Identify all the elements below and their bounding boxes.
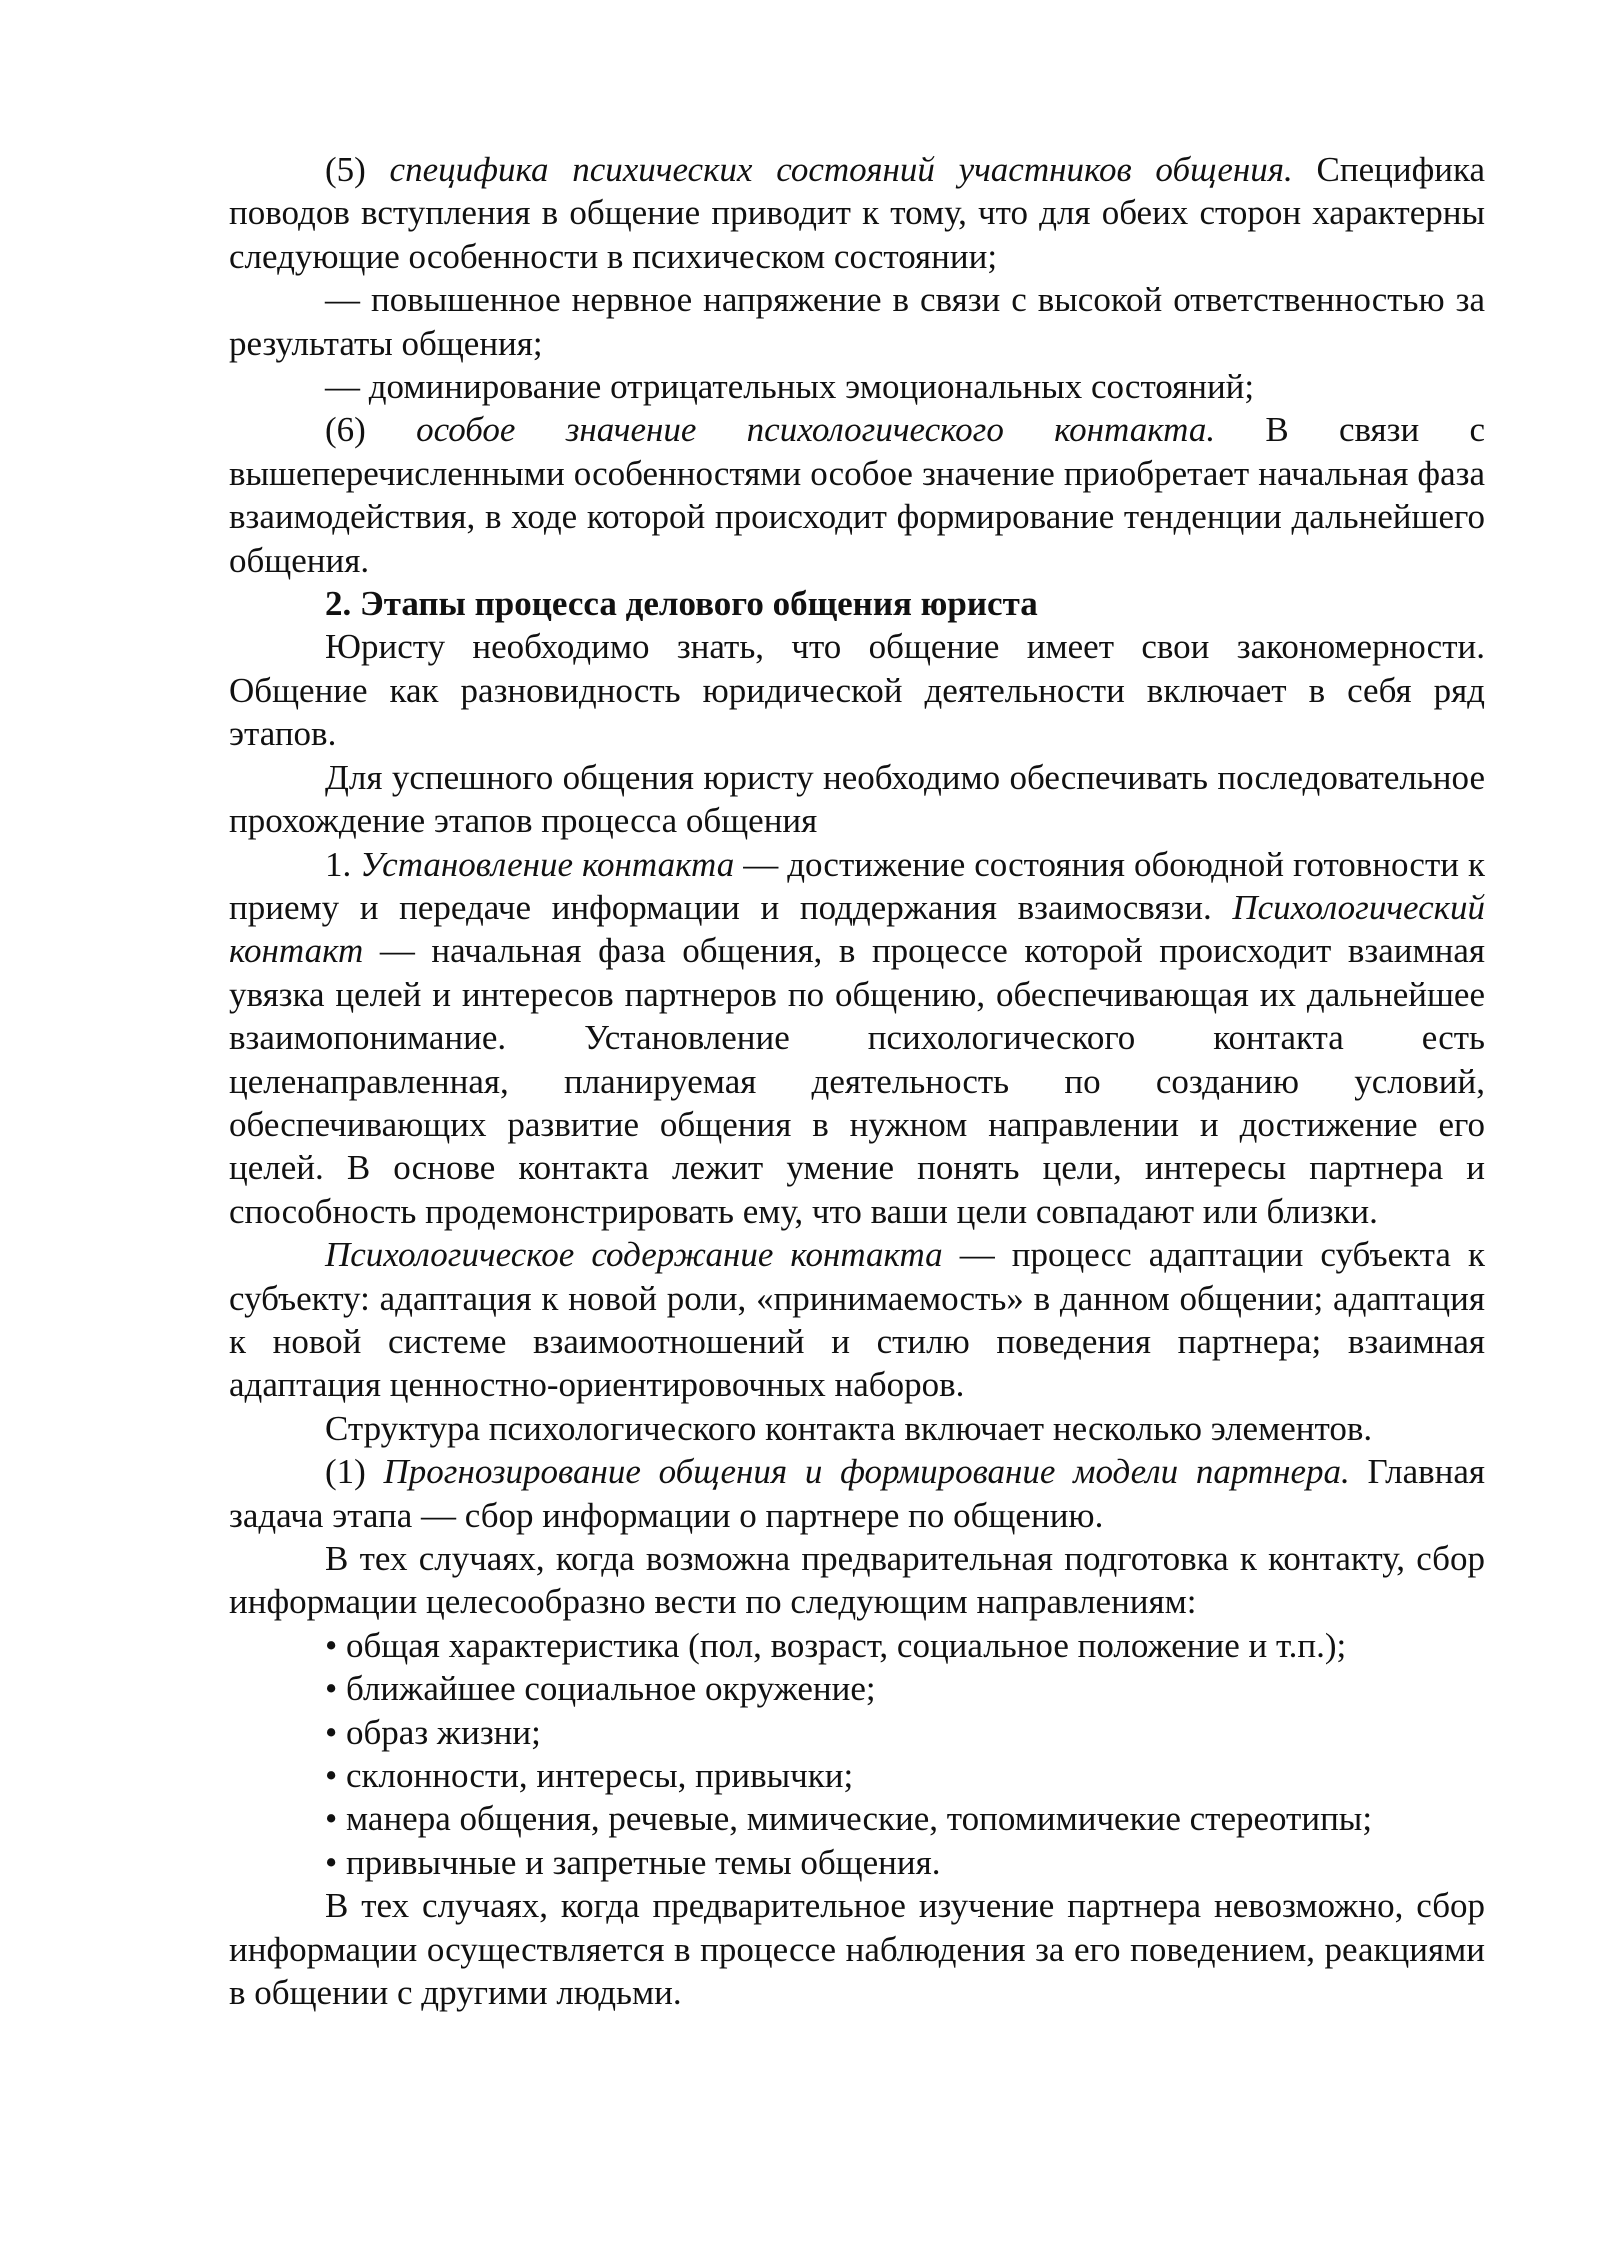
paragraph-text: Главная задача этапа — сбор информации о партнере по общению. xyxy=(229,1452,1485,1535)
emphasis-term: Психологическое содержание контакта xyxy=(325,1235,943,1275)
emphasis-term: особое значение психологического контакта. xyxy=(416,410,1216,450)
item-number: 1. xyxy=(325,844,361,884)
bullet-item: • общая характеристика (пол, возраст, социальное положение и т.п.); xyxy=(325,1625,1347,1665)
emphasis-term: специфика психических состояний участников общения. xyxy=(389,150,1293,189)
dash-item-negative-emotions: — доминирование отрицательных эмоциональных состояний; xyxy=(325,367,1255,407)
paragraph-preparation: В тех случаях, когда возможна предварительная подготовка к контакту, сбор информации целесообразно вести по следующим направлениям: xyxy=(229,1539,1485,1622)
paragraph-regularities: Юристу необходимо знать, что общение имеет свои закономерности. Общение как разновидность юридической деятельности включает в себя ряд этапов. xyxy=(229,627,1485,754)
emphasis-term: Психологический контакт xyxy=(229,887,1485,971)
emphasis-term: Установление контакта xyxy=(360,844,735,884)
paragraph-text: Специфика поводов вступления в общение приводит к тому, что для обеих сторон характерны следующие особенности в психическом состоянии; xyxy=(229,150,1485,276)
paragraph-text: — начальная фаза общения, в процессе которой происходит взаимная увязка целей и интересов партнеров по общению, обеспечивающая их дальнейшее взаимопонимание. Установление психологического контакта есть целенаправленная, планируемая деятельность по созданию условий, обеспечивающих развитие общения в нужном направлении и достижение его целей. В основе контакта лежит умение понять цели, интересы партнера и способность продемонстрировать ему, что ваши цели совпадают или близки. xyxy=(229,931,1485,1231)
document-page xyxy=(229,148,1485,2014)
bullet-item: • привычные и запретные темы общения. xyxy=(325,1842,941,1882)
paragraph-contact-content xyxy=(229,1233,1485,1407)
paragraph-forecasting xyxy=(229,1450,1485,1537)
bullet-item: • манера общения, речевые, мимические, топомимичекие стереотипы; xyxy=(325,1799,1373,1839)
section-heading: 2. Этапы процесса делового общения юриста xyxy=(325,584,1038,624)
paragraph-contact-structure: Структура психологического контакта включает несколько элементов. xyxy=(325,1408,1373,1448)
item-number: (6) xyxy=(325,410,417,450)
paragraph-successful-communication: Для успешного общения юристу необходимо обеспечивать последовательное прохождение этапов процесса общения xyxy=(229,757,1485,841)
emphasis-term: Прогнозирование общения и формирование модели партнера. xyxy=(383,1452,1350,1492)
dash-item-tension: — повышенное нервное напряжение в связи с высокой ответственностью за результаты общения; xyxy=(229,280,1485,363)
item-number: (1) xyxy=(325,1452,384,1492)
paragraph-establishing-contact xyxy=(229,843,1485,1234)
paragraph-text: — процесс адаптации субъекта к субъекту: адаптация к новой роли, «принимаемость» в данном общении; адаптация к новой системе взаимоотношений и стилю поведения партнера; взаимная адаптация ценностно-ориентировочных наборов. xyxy=(229,1235,1485,1405)
paragraph-text: В связи с вышеперечисленными особенностями особое значение приобретает начальная фаза взаимодействия, в ходе которой происходит формирование тенденции дальнейшего общения. xyxy=(229,410,1486,580)
bullet-item: • склонности, интересы, привычки; xyxy=(325,1756,854,1796)
item-number: (5) xyxy=(325,150,390,189)
paragraph-observation: В тех случаях, когда предварительное изучение партнера невозможно, сбор информации осуществляется в процессе наблюдения за его поведением, реакциями в общении с другими людьми. xyxy=(229,1886,1485,2013)
paragraph-psychological-contact xyxy=(229,408,1485,582)
paragraph-mental-states xyxy=(229,148,1485,278)
paragraph-text: — достижение состояния обоюдной готовности к приему и передаче информации и поддержания взаимосвязи. xyxy=(229,844,1485,927)
bullet-item: • образ жизни; xyxy=(325,1712,541,1752)
bullet-item: • ближайшее социальное окружение; xyxy=(325,1669,876,1709)
